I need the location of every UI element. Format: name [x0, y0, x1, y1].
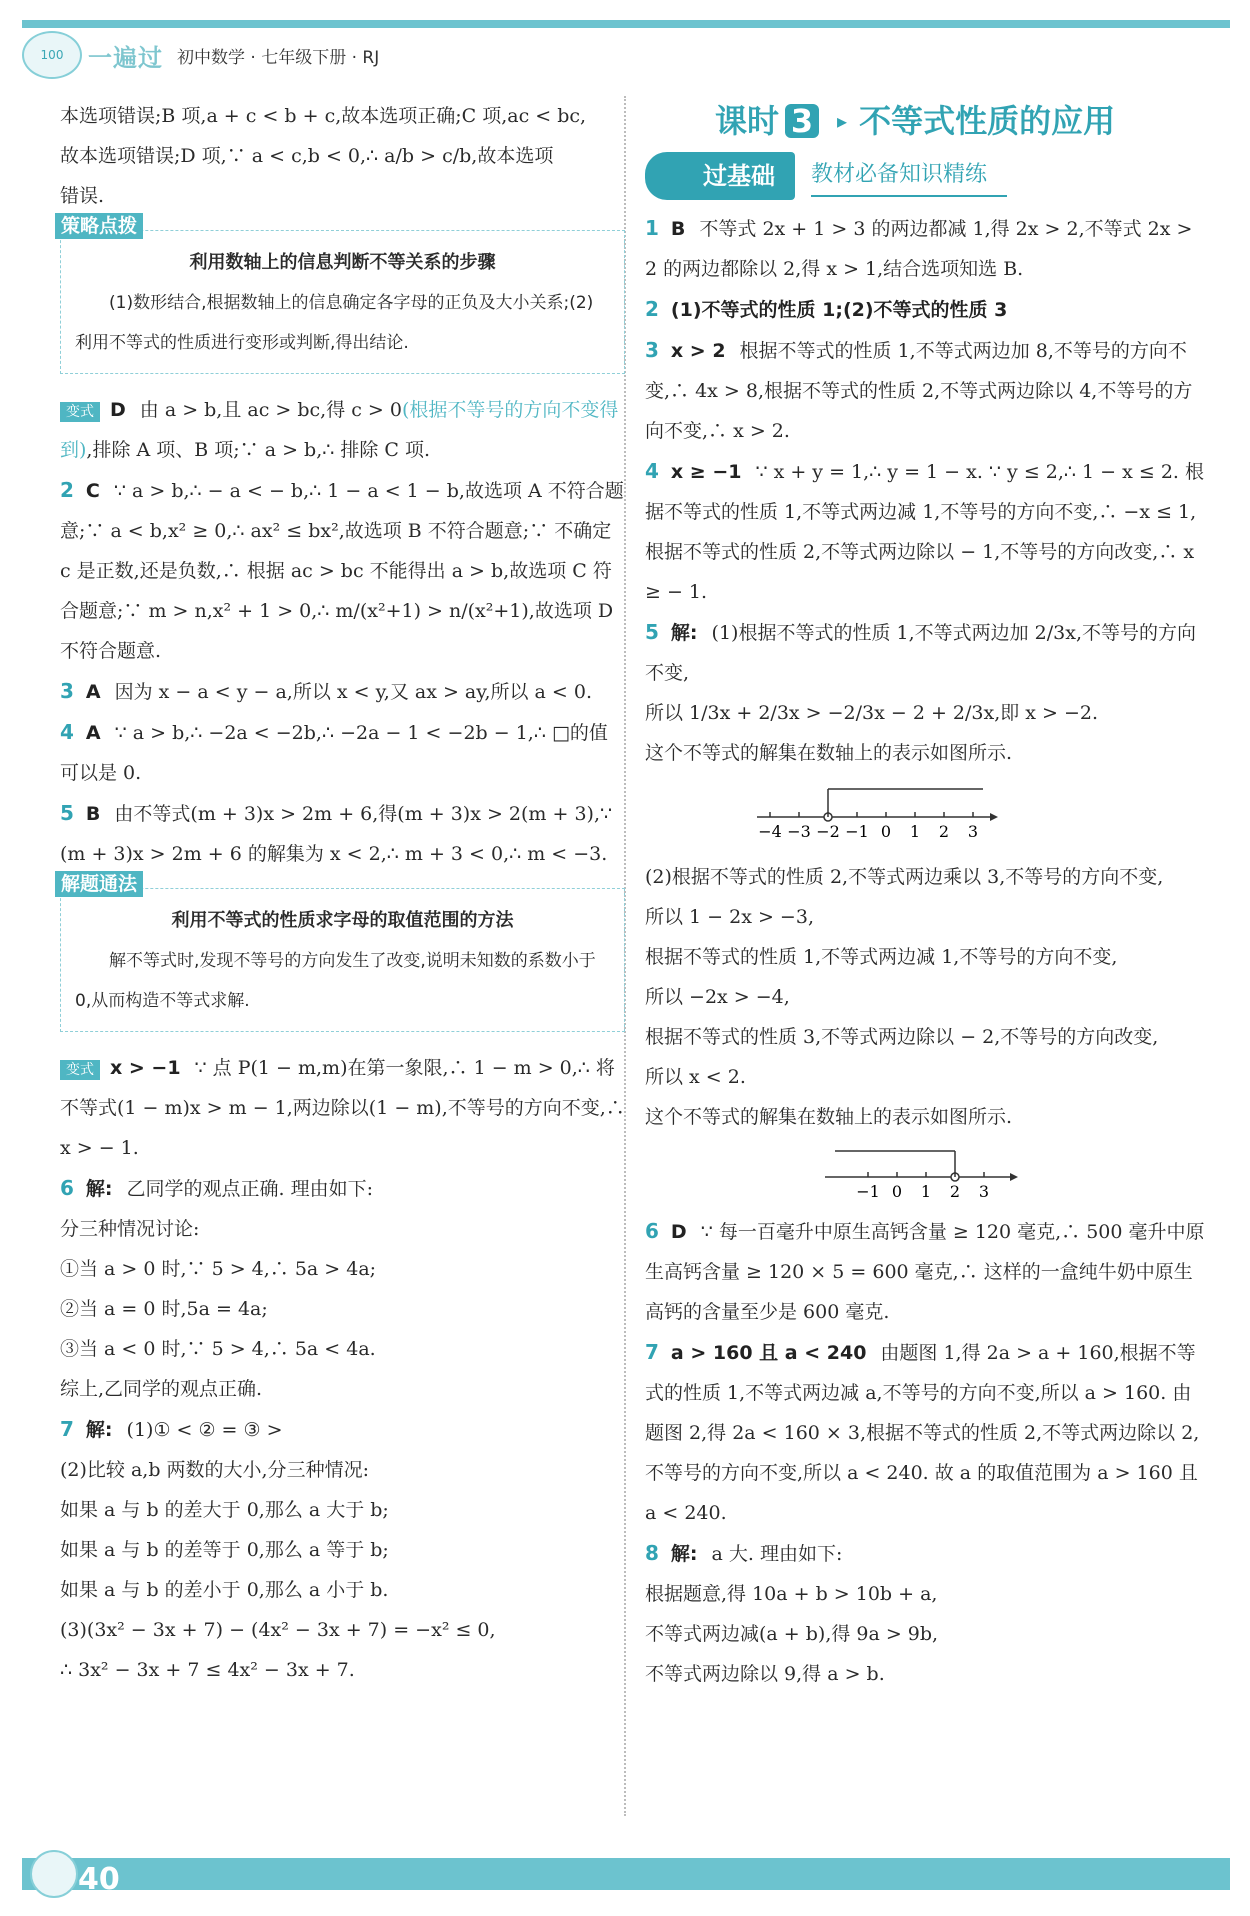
text-line: 不等式两边减(a + b),得 9a > 9b, [645, 1623, 939, 1645]
top-bar [22, 20, 1230, 28]
tick-label: 0 [891, 1182, 903, 1197]
text-line: 根据不等式的性质 1,不等式两边减 1,不等号的方向不变, [645, 946, 1118, 968]
text-line: 所以 1 − 2x > −3, [645, 906, 814, 928]
footer-bar [22, 1858, 1230, 1890]
number-line-1 [645, 773, 1210, 843]
arrow-icon [1010, 1173, 1018, 1181]
explanation: ∵ 点 P(1 − m,m)在第一象限,∴ 1 − m > 0,∴ 将不等式(1 − m)x > m − 1,两边除以(1 − m),不等号的方向不变,∴ x > − 1. [60, 1057, 625, 1159]
variant-1 [60, 390, 625, 470]
answer: 解: [85, 1419, 113, 1441]
note: (根据不等号的方向不变得到) [60, 399, 619, 461]
tick-label: −4 [758, 822, 782, 841]
question-4 [60, 712, 625, 793]
banner-tag: 过基础 [645, 152, 795, 200]
tick-label: 2 [949, 1182, 961, 1197]
text-line: 综上,乙同学的观点正确. [60, 1378, 263, 1400]
explanation: 不等式 2x + 1 > 3 的两边都减 1,得 2x > 2,不等式 2x > 2 的两边都除以 2,得 x > 1,结合选项知选 B. [645, 218, 1193, 280]
left-column [60, 96, 625, 1690]
tick-label: −3 [787, 822, 811, 841]
question-5 [645, 612, 1210, 693]
question-3 [645, 330, 1210, 451]
strategy-box [60, 215, 625, 374]
box-tag: 策略点拨 [55, 213, 143, 239]
answer: (1)不等式的性质 1;(2)不等式的性质 3 [670, 299, 1008, 321]
banner-subtitle: 教材必备知识精练 [811, 155, 1007, 197]
question-number: 2 [645, 297, 659, 321]
box-title: 利用数轴上的信息判断不等关系的步骤 [189, 252, 496, 273]
question-3 [60, 671, 625, 712]
tick-label: −1 [845, 822, 869, 841]
lesson-prefix: 课时 [715, 102, 780, 140]
answer: B [670, 218, 686, 240]
question-number: 3 [60, 679, 74, 703]
text-line: 所以 −2x > −4, [645, 986, 790, 1008]
question-number: 7 [60, 1417, 74, 1441]
answer: 解: [670, 1543, 698, 1565]
number-line-2 [645, 1137, 1210, 1197]
logo-text: 100 [40, 48, 64, 62]
page-header [22, 28, 622, 82]
question-2 [60, 470, 625, 671]
variant-tag: 变式 [60, 1060, 100, 1080]
text: (1)① < ② = ③ > [126, 1419, 283, 1441]
text-line: 故本选项错误;D 项,∵ a < c,b < 0,∴ a/b > c/b,故本选项 [60, 145, 554, 167]
explanation: 根据不等式的性质 1,不等式两边加 8,不等号的方向不变,∴ 4x > 8,根据不等式的性质 2,不等式两边除以 4,不等号的方向不变,∴ x > 2. [645, 340, 1193, 442]
explanation: 由不等式(m + 3)x > 2m + 6,得(m + 3)x > 2(m + 3),∵ (m + 3)x > 2m + 6 的解集为 x < 2,∴ m + 3 < 0,∴ m < −3. [60, 803, 613, 865]
question-number: 5 [645, 620, 659, 644]
text-line: ③当 a < 0 时,∵ 5 > 4,∴ 5a < 4a. [60, 1338, 376, 1360]
text-line: ①当 a > 0 时,∵ 5 > 4,∴ 5a > 4a; [60, 1258, 377, 1280]
question-number: 2 [60, 478, 74, 502]
answer: B [85, 803, 101, 825]
tick-label: 3 [967, 822, 979, 841]
text: 乙同学的观点正确. 理由如下: [126, 1178, 374, 1200]
answer: 解: [670, 622, 698, 644]
text-line: 分三种情况讨论: [60, 1218, 200, 1240]
tick-label: 0 [880, 822, 892, 841]
question-1 [645, 208, 1210, 289]
tick-label: −1 [856, 1182, 880, 1197]
box-body: (1)数形结合,根据数轴上的信息确定各字母的正负及大小关系;(2)利用不等式的性质进行变形或判断,得出结论. [75, 293, 594, 353]
answer: A [85, 722, 101, 744]
brand-logo [22, 31, 82, 79]
tick-label: −2 [816, 822, 840, 841]
box-tag: 解题通法 [55, 871, 143, 897]
text-line: (2)根据不等式的性质 2,不等式两边乘以 3,不等号的方向不变, [645, 866, 1164, 888]
text-line: 这个不等式的解集在数轴上的表示如图所示. [645, 1106, 1013, 1128]
triangle-icon: ▸ [837, 109, 848, 133]
page-number: 40 [78, 1862, 120, 1897]
explanation: 由题图 1,得 2a > a + 160,根据不等式的性质 1,不等式两边减 a,不等号的方向不变,所以 a > 160. 由题图 2,得 2a < 160 × 3,根据不等式的性质 2,不等式两边除以 2,不等号的方向不变,所以 a < 240. 故 a 的取值范围为 a > 160 且 a < 240. [645, 1342, 1200, 1524]
text-line: 所以 1/3x + 2/3x > −2/3x − 2 + 2/3x,即 x > −2. [645, 702, 1099, 724]
text-line: 所以 x < 2. [645, 1066, 746, 1088]
explanation: 因为 x − a < y − a,所以 x < y,又 ax > ay,所以 a < 0. [114, 681, 592, 703]
text: 由 a > b,且 ac > bc,得 c > 0 [139, 399, 402, 421]
question-6 [60, 1168, 625, 1209]
right-column [645, 96, 1210, 1694]
explanation: ∵ a > b,∴ −2a < −2b,∴ −2a − 1 < −2b − 1,∴ □的值可以是 0. [60, 722, 608, 784]
tick-label: 2 [938, 822, 950, 841]
question-number: 1 [645, 216, 659, 240]
question-number: 8 [645, 1541, 659, 1565]
text-line: 如果 a 与 b 的差等于 0,那么 a 等于 b; [60, 1539, 389, 1561]
text-line: 本选项错误;B 项,a + c < b + c,故本选项正确;C 项,ac < bc, [60, 105, 587, 127]
tick-label: 3 [978, 1182, 990, 1197]
answer: a > 160 且 a < 240 [670, 1342, 867, 1364]
question-number: 3 [645, 338, 659, 362]
text: a 大. 理由如下: [711, 1543, 843, 1565]
question-number: 6 [645, 1219, 659, 1243]
text: ,排除 A 项、B 项;∵ a > b,∴ 排除 C 项. [86, 439, 431, 461]
section-banner [645, 154, 1210, 198]
text-line: ②当 a = 0 时,5a = 4a; [60, 1298, 268, 1320]
question-number: 4 [60, 720, 74, 744]
box-body: 解不等式时,发现不等号的方向发生了改变,说明未知数的系数小于 0,从而构造不等式求解. [75, 951, 596, 1011]
question-number: 5 [60, 801, 74, 825]
answer: C [85, 480, 100, 502]
answer: x > 2 [670, 340, 726, 362]
tick-label: 1 [920, 1182, 932, 1197]
text-line: 如果 a 与 b 的差小于 0,那么 a 小于 b. [60, 1579, 389, 1601]
question-number: 7 [645, 1340, 659, 1364]
brand-name: 一遍过 [88, 43, 163, 72]
text-line: 错误. [60, 185, 105, 207]
method-box [60, 873, 625, 1032]
question-2 [645, 289, 1210, 330]
arrow-icon [990, 813, 998, 821]
variant-2 [60, 1048, 625, 1168]
explanation: ∵ 每一百毫升中原生高钙含量 ≥ 120 毫克,∴ 500 毫升中原生高钙含量 ≥ 120 × 5 = 600 毫克,∴ 这样的一盒纯牛奶中原生高钙的含量至少是 600 毫克. [645, 1221, 1205, 1323]
answer: 解: [85, 1178, 113, 1200]
answer: x ≥ −1 [670, 461, 742, 483]
question-7 [60, 1409, 625, 1450]
answer: D [670, 1221, 687, 1243]
question-number: 4 [645, 459, 659, 483]
footer-logo [30, 1850, 78, 1898]
text-line: 根据不等式的性质 3,不等式两边除以 − 2,不等号的方向改变, [645, 1026, 1159, 1048]
text-line: 根据题意,得 10a + b > 10b + a, [645, 1583, 938, 1605]
variant-tag: 变式 [60, 402, 100, 422]
lesson-name: 不等式性质的应用 [859, 102, 1116, 140]
text-line: 这个不等式的解集在数轴上的表示如图所示. [645, 742, 1013, 764]
text-line: (2)比较 a,b 两数的大小,分三种情况: [60, 1459, 369, 1481]
explanation: ∵ x + y = 1,∴ y = 1 − x. ∵ y ≤ 2,∴ 1 − x ≤ 2. 根据不等式的性质 1,不等式两边减 1,不等号的方向不变,∴ −x ≤ 1,根据不等式的性质 2,不等式两边除以 − 1,不等号的方向改变,∴ x ≥ − 1. [645, 461, 1205, 603]
question-7 [645, 1332, 1210, 1533]
answer: A [85, 681, 101, 703]
book-title: 初中数学 · 七年级下册 · RJ [177, 47, 380, 68]
answer: D [110, 399, 126, 421]
lesson-number: 3 [785, 104, 819, 138]
tick-label: 1 [909, 822, 921, 841]
question-5 [60, 793, 625, 874]
text-line: 如果 a 与 b 的差大于 0,那么 a 大于 b; [60, 1499, 389, 1521]
question-8 [645, 1533, 1210, 1574]
lesson-title [645, 96, 1210, 146]
box-title: 利用不等式的性质求字母的取值范围的方法 [171, 910, 514, 931]
question-6 [645, 1211, 1210, 1332]
text-line: ∴ 3x² − 3x + 7 ≤ 4x² − 3x + 7. [60, 1659, 355, 1681]
text: (1)根据不等式的性质 1,不等式两边加 2/3x,不等号的方向不变, [645, 622, 1196, 684]
text-line: 不等式两边除以 9,得 a > b. [645, 1663, 885, 1685]
text-line: (3)(3x² − 3x + 7) − (4x² − 3x + 7) = −x² ≤ 0, [60, 1619, 496, 1641]
explanation: ∵ a > b,∴ − a < − b,∴ 1 − a < 1 − b,故选项 A 不符合题意;∵ a < b,x² ≥ 0,∴ ax² ≤ bx²,故选项 B 不符合题意;∵ 不确定 c 是正数,还是负数,∴ 根据 ac > bc 不能得出 a > b,故选项 C 符合题意;∵ m > n,x² + 1 > 0,∴ m/(x²+1) > n/(x²+1),故选项 D 不符合题意. [60, 480, 624, 662]
question-number: 6 [60, 1176, 74, 1200]
answer: x > −1 [110, 1057, 181, 1079]
question-4 [645, 451, 1210, 612]
